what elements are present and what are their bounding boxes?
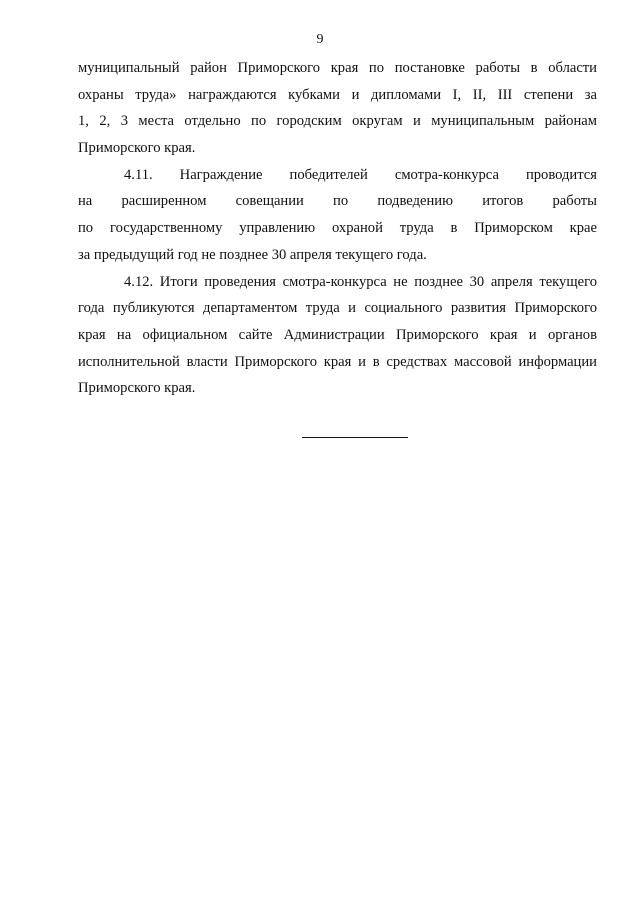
page-number: 9 (316, 32, 324, 47)
document-body (78, 55, 597, 402)
paragraph-4-11 (78, 162, 597, 269)
text-line: на расширенном совещании по подведению итогов работы (78, 193, 597, 210)
text-line: 4.12. Итоги проведения смотра-конкурса не позднее 30 апреля текущего (124, 273, 597, 290)
text-line: Приморского края. (78, 380, 196, 397)
paragraph-4-12 (78, 269, 597, 402)
text-line: муниципальный район Приморского края по постановке работы в области (78, 60, 597, 76)
text-line: охраны труда» награждаются кубками и дипломами I, II, III степени за (78, 86, 597, 103)
text-line: края на официальном сайте Администрации Приморского края и органов (78, 326, 597, 343)
text-line: за предыдущий год не позднее 30 апреля текущего года. (78, 246, 427, 263)
text-line: года публикуются департаментом труда и социального развития Приморского (78, 300, 597, 317)
text-line: 1, 2, 3 места отдельно по городским округам и муниципальным районам (78, 113, 597, 130)
paragraph-award-continuation (78, 55, 597, 162)
text-line: исполнительной власти Приморского края и в средствах массовой информации (78, 353, 597, 370)
closing-divider (302, 437, 408, 438)
text-line: 4.11. Награждение победителей смотра-конкурса проводится (124, 166, 597, 183)
text-line: по государственному управлению охраной труда в Приморском крае (78, 220, 597, 237)
text-line: Приморского края. (78, 140, 196, 157)
